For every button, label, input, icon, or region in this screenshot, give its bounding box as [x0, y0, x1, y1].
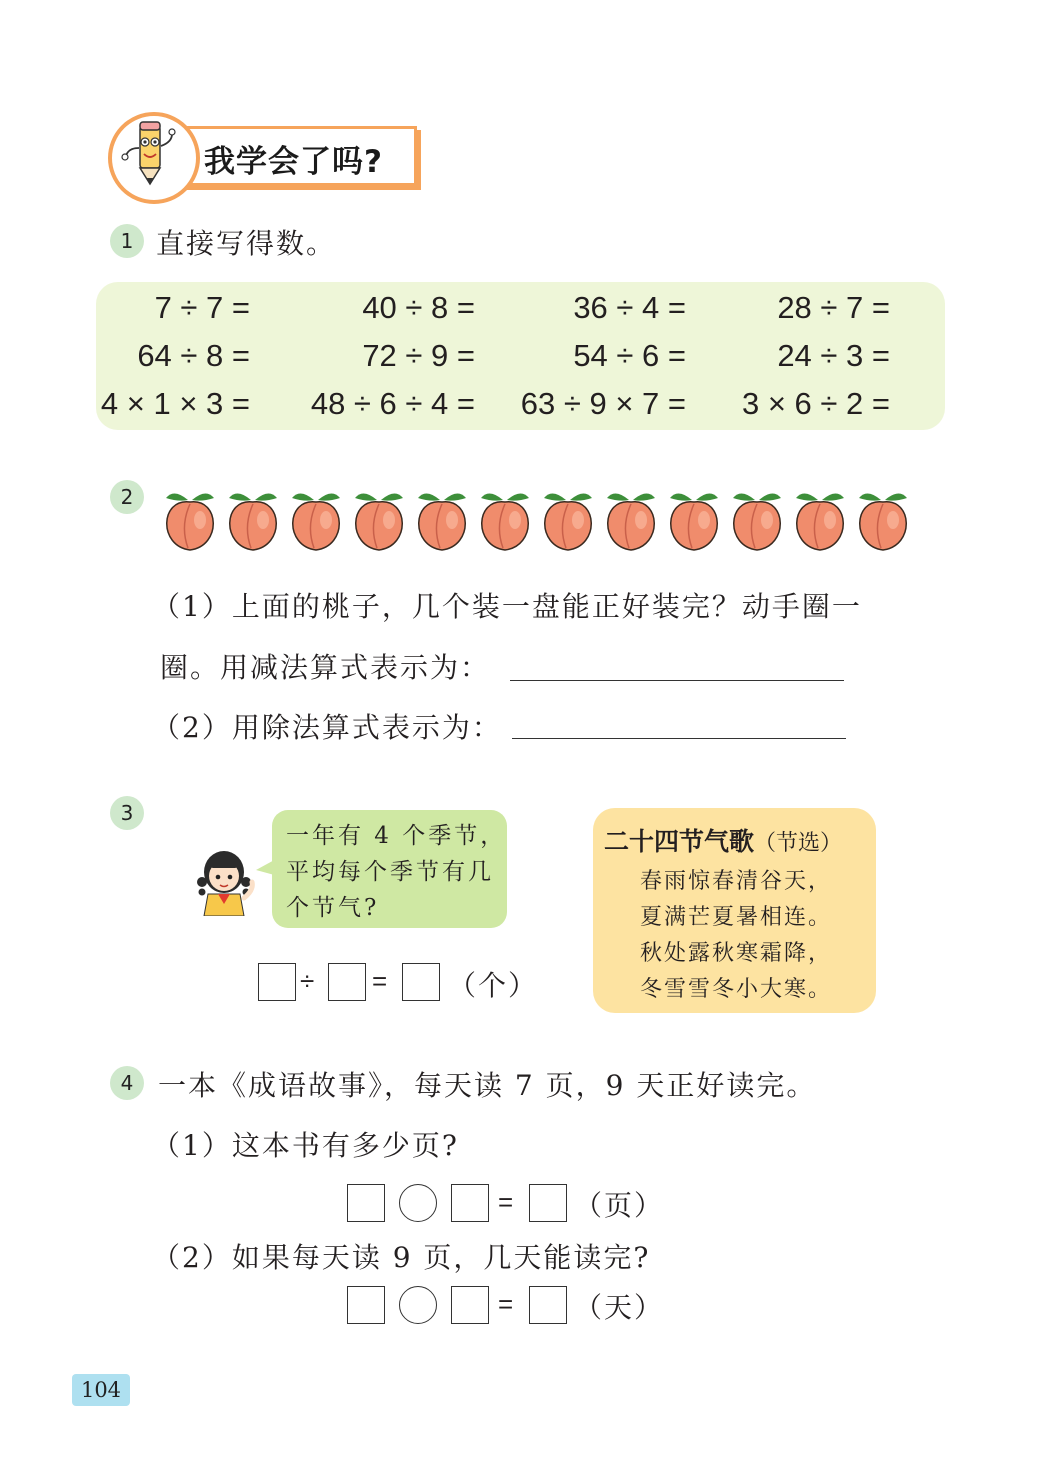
q4-sub2: （2）如果每天读 9 页，几天能读完?: [152, 1241, 651, 1274]
calc-item: 48 ÷ 6 ÷ 4 =: [310, 386, 475, 421]
peach-icon[interactable]: [292, 493, 340, 550]
answer-box-1c[interactable]: [529, 1184, 567, 1222]
peach-icon[interactable]: [418, 493, 466, 550]
question-number-1: 1: [110, 224, 144, 258]
calc-item: 64 ÷ 8 =: [137, 338, 250, 373]
section-header: [108, 112, 428, 202]
poem-line-1: 春雨惊春清谷天，: [640, 869, 833, 894]
q3-unit: （个）: [448, 969, 539, 1002]
peach-row: [160, 488, 920, 558]
poem-line-2: 夏满芒夏暑相连。: [640, 905, 833, 930]
peach-icon[interactable]: [355, 493, 403, 550]
page-number: 104: [72, 1374, 130, 1406]
answer-box-2b[interactable]: [451, 1286, 489, 1324]
answer-box-quotient[interactable]: [402, 963, 440, 1001]
calc-item: 24 ÷ 3 =: [777, 338, 890, 373]
peach-icon[interactable]: [481, 493, 529, 550]
answer-box-2a[interactable]: [347, 1286, 385, 1324]
poem-line-3: 秋处露秋寒霜降，: [640, 941, 833, 966]
calc-item: 7 ÷ 7 =: [154, 290, 250, 325]
peach-icon[interactable]: [796, 493, 844, 550]
answer-box-1b[interactable]: [451, 1184, 489, 1222]
equals-sign-1: =: [498, 1187, 514, 1217]
q4-unit1: （页）: [574, 1189, 665, 1222]
calc-item: 28 ÷ 7 =: [777, 290, 890, 325]
poem-title-row: [604, 822, 842, 858]
poem-subtitle: （节选）: [754, 831, 843, 856]
header-icon-circle: [108, 112, 200, 204]
question-number-2: 2: [110, 480, 144, 514]
calc-item: 3 × 6 ÷ 2 =: [741, 386, 890, 421]
q1-prompt: 直接写得数。: [156, 227, 337, 260]
answer-box-2c[interactable]: [529, 1286, 567, 1324]
peach-icon[interactable]: [166, 493, 214, 550]
poem-line-4: 冬雪雪冬小大寒。: [640, 977, 833, 1002]
peach-icon[interactable]: [229, 493, 277, 550]
answer-box-dividend[interactable]: [258, 963, 296, 1001]
peach-icon[interactable]: [544, 493, 592, 550]
q4-sub1: （1）这本书有多少页?: [152, 1129, 459, 1162]
peach-icon[interactable]: [607, 493, 655, 550]
q4-unit2: （天）: [574, 1291, 665, 1324]
peach-icon[interactable]: [733, 493, 781, 550]
q2-line2: 圈。用减法算式表示为：: [160, 651, 491, 684]
bubble-text: [286, 818, 506, 926]
answer-box-1a[interactable]: [347, 1184, 385, 1222]
bubble-line-1: 一年有 4 个季节，: [286, 823, 507, 849]
operator-circle-1[interactable]: [399, 1184, 437, 1222]
calc-item: 40 ÷ 8 =: [362, 290, 475, 325]
answer-box-divisor[interactable]: [328, 963, 366, 1001]
poem-title: 二十四节气歌: [604, 827, 755, 856]
question-number-4: 4: [110, 1066, 144, 1100]
calc-item: 63 ÷ 9 × 7 =: [520, 386, 686, 421]
calc-item: 4 × 1 × 3 =: [100, 386, 250, 421]
peach-icon[interactable]: [670, 493, 718, 550]
header-title: 我学会了吗?: [204, 144, 383, 180]
calc-item: 36 ÷ 4 =: [573, 290, 686, 325]
answer-line-division[interactable]: [512, 738, 846, 739]
bubble-line-2: 平均每个季节有几: [286, 859, 494, 885]
equals-sign: =: [372, 966, 388, 996]
peach-icon[interactable]: [859, 493, 907, 550]
pencil-mascot-icon: [108, 112, 192, 196]
answer-line-subtraction[interactable]: [510, 680, 844, 681]
q2-line3: （2）用除法算式表示为：: [152, 711, 502, 744]
operator-circle-2[interactable]: [399, 1286, 437, 1324]
calc-item: 54 ÷ 6 =: [573, 338, 686, 373]
q2-line1: （1）上面的桃子，几个装一盘能正好装完？动手圈一: [152, 590, 862, 623]
calc-item: 72 ÷ 9 =: [362, 338, 475, 373]
speech-bubble-tail: [256, 856, 278, 878]
q4-prompt: 一本《成语故事》，每天读 7 页，9 天正好读完。: [158, 1069, 817, 1102]
division-sign: ÷: [300, 966, 315, 996]
question-number-3: 3: [110, 796, 144, 830]
bubble-line-3: 个节气?: [286, 895, 380, 921]
equals-sign-2: =: [498, 1289, 514, 1319]
girl-illustration-icon: [188, 842, 260, 916]
